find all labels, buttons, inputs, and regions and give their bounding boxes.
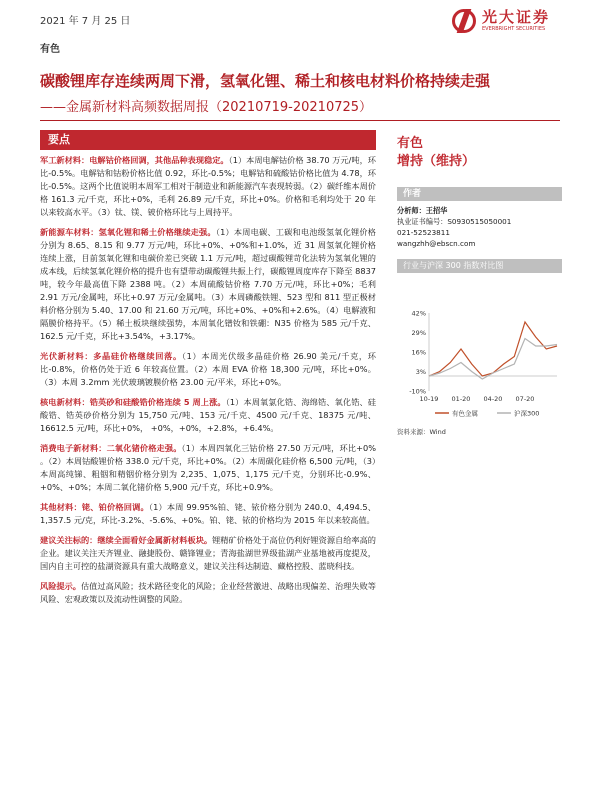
paragraph-lead: 军工新材料：电解钴价格回调，其他品种表现稳定。: [40, 155, 229, 165]
paragraph-ev: [40, 226, 376, 343]
paragraph-consumer: [40, 442, 376, 494]
paragraph-nuclear: [40, 396, 376, 435]
title-divider: [40, 120, 560, 121]
paragraph-text: （1）本周电碳、工碳和电池级氢氧化锂价格分别为 8.65、8.15 和 9.77 万元/吨，环比+0%、+0%和+1.0%，近 31 周氢氧化锂价格连续上涨，目前氢氧化锂和电碳价差已突破 1.1 万元/吨，超过碳酸锂苛化法转为氢氧化锂的成本线，后续氢氧化锂价格的提升也有望带动碳酸锂共振上行，碳酸锂周度库存下降至 8837 吨，较今年最高值下降 2388 吨。（2）本周硫酸钴价格 7.70 万元/吨，环比+0%；毛利 2.91 万元/金属吨，环比+0.97 万元/金属吨。（3）本周磷酸铁锂、523 型和 811 型正极材料价格分别为 5.40、17.00 和 21.60 万元/吨，环比+0%、+0%和+2.6%。（4）电解液和隔膜价格持平。（5）稀土板块继续强势，本周氧化镨钕和铁硼：N35 价格为 585 元/千克、162.5 元/千克，环比+3.54%，+3.17%。: [40, 227, 376, 341]
report-title: 碳酸锂库存连续两周下滑，氢氧化锂、稀土和核电材料价格持续走强: [40, 72, 491, 90]
y-tick-label: 29%: [411, 329, 426, 337]
paragraph-lead: 消费电子新材料：二氧化锗价格走强。: [40, 443, 182, 453]
analyst-name: 王招华: [425, 206, 448, 215]
x-tick-label: 10-19: [419, 395, 439, 403]
y-tick-label: -10%: [409, 387, 426, 396]
y-tick-label: 3%: [415, 368, 426, 376]
x-tick-label: 07-20: [515, 395, 535, 403]
sector-label: 有色: [40, 44, 60, 55]
analyst-phone: 021-52523811: [397, 228, 450, 237]
y-tick-label: 16%: [411, 348, 426, 357]
paragraph-risk: [40, 580, 376, 606]
paragraph-lead: 其他材料：铑、铂价格回调。: [40, 502, 149, 512]
paragraph-lead: 光伏新材料：多晶硅价格继续回落。: [40, 351, 182, 361]
paragraph-lead: 风险提示。: [40, 581, 81, 591]
sidebar: [397, 135, 562, 436]
paragraph-military: [40, 154, 376, 219]
sidebar-sector: 有色: [397, 136, 424, 151]
paragraph-text: （1）本周氧氯化锆、海绵锆、氧化锆、硅酸锆、锆英砂价格分别为 15,750 元/吨、153 元/千克、4500 元/千克、18375 元/吨、16612.5 元/吨，环比+0%， +0%，+0%，+2.8%，+6.4%。: [40, 397, 376, 433]
brand-name-en: EVERBRIGHT SECURITIES: [482, 26, 546, 32]
author-block: [397, 205, 562, 249]
y-tick-label: 42%: [411, 309, 426, 318]
legend-label: 有色金属: [452, 409, 478, 418]
chart-heading: 行业与沪深 300 指数对比图: [397, 259, 562, 273]
report-subtitle: ——金属新材料高频数据周报（20210719-20210725）: [40, 100, 373, 115]
analyst-cert: 执业证书编号：S0930515050001: [397, 217, 512, 226]
brand-mark-icon: [452, 9, 476, 33]
paragraph-lead: 新能源车材料：氢氧化锂和稀土价格继续走强。: [40, 227, 216, 237]
paragraph-text: （1）本周四氧化三钴价格 27.50 万元/吨，环比+0% 。（2）本周钴酸锂价格 338.0 元/千克，环比+0%。（2）本周碳化硅价格 6,500 元/吨，（3）本周高纯锑、粗铟和精铟价格分别为 2,235、1,075、1,175 元/千克，分别环比-0.9%、+0%、+0%；本周二氧化锗价格 5,900 元/千克，环比+0.9%。: [40, 443, 376, 492]
index-comparison-chart: [397, 273, 562, 423]
brand-name: 光大证券: [482, 8, 551, 26]
series-line-2: [429, 339, 557, 380]
paragraph-text: （1）本周电解钴价格 38.70 万元/吨，环比-0.5%。电解钴和钴粉价格比值 0.92，环比-0.5%；电解钴和硫酸钴价格比值为 4.78，环比-0.5%。这两个比值说明本周军工相对于制造业和新能源汽车表现转弱。（2）碳纤维本周价格 161.3 元/千克，环比+0%，毛利 26.89 元/千克，环比+0%。价格和毛利均处于 20 年以来较高水平。（3）钛、镁、铍价格环比与上周持平。: [40, 155, 376, 217]
legend-label: 沪深300: [514, 409, 540, 418]
paragraph-picks: [40, 534, 376, 573]
chart-section: [397, 259, 562, 436]
paragraph-lead: 核电新材料：锆英砂和硅酸锆价格连续 5 周上涨。: [40, 397, 226, 407]
paragraph-pv: [40, 350, 376, 389]
sidebar-rating: 增持（维持）: [397, 154, 476, 169]
paragraph-text: 估值过高风险；技术路径变化的风险；企业经营激进、战略出现偏差、治理失败等风险、宏观政策以及流动性调整的风险。: [40, 581, 376, 604]
series-line-1: [429, 322, 557, 376]
author-heading: 作者: [397, 187, 562, 201]
report-date: 2021 年 7 月 25 日: [40, 16, 131, 27]
chart-source: 资料来源：Wind: [397, 428, 446, 436]
paragraph-other: [40, 501, 376, 527]
analyst-label: 分析师：: [397, 206, 426, 215]
brand-logo: [452, 4, 564, 38]
x-tick-label: 04-20: [483, 395, 503, 403]
key-points-body: [40, 154, 376, 613]
paragraph-text: （1）本周 99.95%铂、铑、铱价格分别为 240.0、4,494.5、1,357.5 元/克，环比-3.2%、-5.6%、+0%。铂、铑、铱的价格均为 2015 年以来较高值。: [40, 502, 376, 525]
x-tick-label: 01-20: [451, 395, 471, 403]
paragraph-lead: 建议关注标的：继续全面看好金属新材料板块。: [40, 535, 213, 545]
paragraph-text: 锂精矿价格处于高位仍利好锂资源自给率高的企业。建议关注天齐锂业、融捷股份、赣锋锂业；青海盐湖世界级盐湖产业基地被再度提及，国内自主可控的盐湖资源具有重大战略意义，建议关注科达制造、藏格控股、蓝晓科技。: [40, 535, 376, 571]
paragraph-text: （1）本周光伏级多晶硅价格 26.90 美元/千克，环比-0.8%，价格仍处于近 6 年较高位置。（2）本周 EVA 价格 18,300 元/吨，环比+0%。（3）本周 3.2mm 光伏玻璃镀膜价格 23.00 元/平米，环比+0%。: [40, 351, 376, 387]
analyst-email[interactable]: wangzhh@ebscn.com: [397, 239, 476, 248]
key-points-heading: 要点: [40, 130, 376, 150]
